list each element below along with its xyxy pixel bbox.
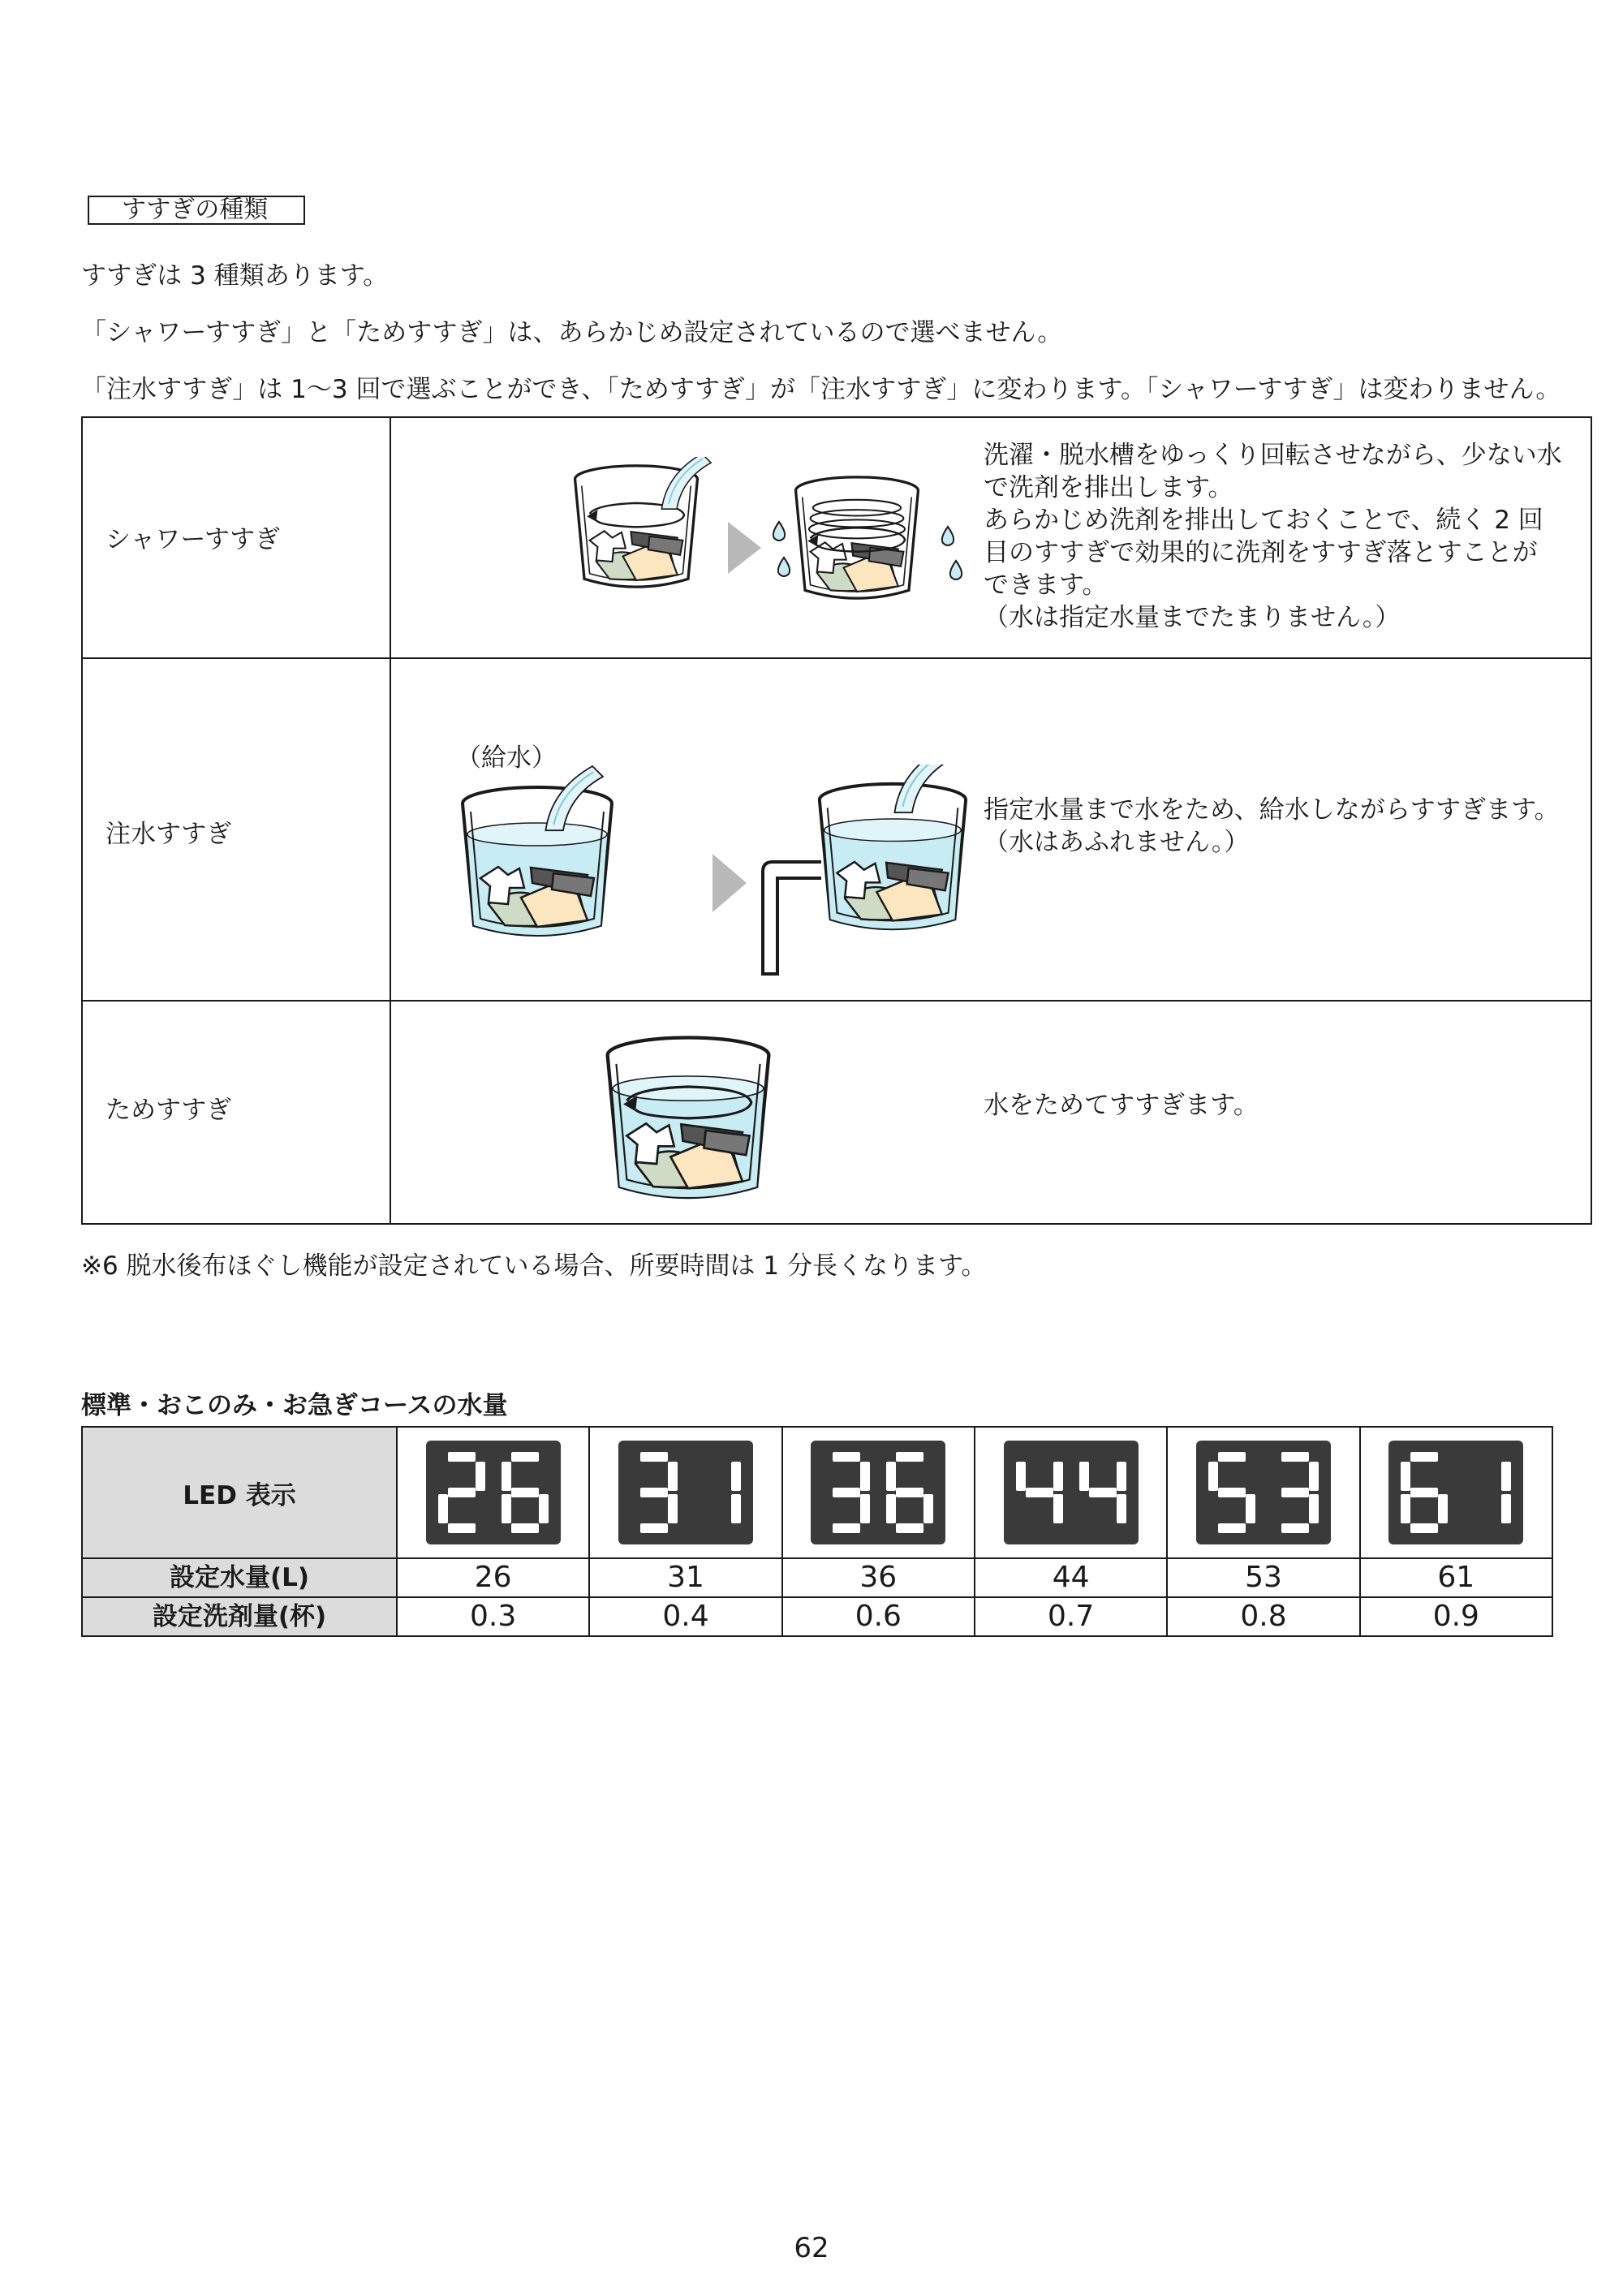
led-segment (502, 1462, 511, 1491)
led-segment (923, 1494, 933, 1523)
rinse-name: ためすすぎ (105, 1096, 232, 1125)
water-value: 44 (975, 1558, 1167, 1597)
led-background (1004, 1441, 1139, 1544)
led-background (426, 1441, 561, 1544)
led-segment (731, 1494, 741, 1523)
section-label: すすぎの種類 (88, 196, 305, 225)
led-segment (511, 1452, 539, 1462)
led-display (1388, 1441, 1523, 1544)
led-cell (589, 1427, 781, 1558)
detergent-value: 0.4 (589, 1597, 781, 1636)
page-number: 62 (794, 2232, 829, 2264)
led-segment (1218, 1488, 1246, 1497)
led-segment (640, 1523, 668, 1533)
rinse-description: 水をためてすすぎます。 (984, 1091, 1259, 1120)
led-cell (397, 1427, 589, 1558)
led-segment (731, 1462, 741, 1491)
led-segment (860, 1462, 870, 1491)
detergent-value: 0.6 (782, 1597, 975, 1636)
led-display (811, 1441, 945, 1544)
detergent-value: 0.3 (397, 1597, 589, 1636)
water-value: 26 (397, 1558, 589, 1597)
led-segment (511, 1523, 539, 1533)
led-segment (438, 1494, 448, 1523)
led-segment (476, 1462, 485, 1491)
led-segment (1401, 1494, 1410, 1523)
led-background (1196, 1441, 1331, 1544)
detergent-row (82, 1597, 1552, 1636)
led-segment (833, 1488, 860, 1497)
led-segment (896, 1523, 923, 1533)
led-segment (448, 1488, 476, 1497)
led-segment (1309, 1462, 1319, 1491)
led-segment (1246, 1494, 1255, 1523)
led-segment (833, 1452, 860, 1462)
water-row (82, 1558, 1552, 1597)
led-display (1004, 1441, 1139, 1544)
led-segment (1281, 1488, 1309, 1497)
led-display (426, 1441, 561, 1544)
footnote: ※6 脱水後布ほぐし機能が設定されている場合、所要時間は 1 分長くなります。 (81, 1251, 987, 1281)
led-segment (668, 1462, 678, 1491)
led-segment (448, 1523, 476, 1533)
led-background (618, 1441, 753, 1544)
led-segment (1089, 1488, 1117, 1497)
led-segment (1218, 1523, 1246, 1533)
led-segment (1281, 1452, 1309, 1462)
led-segment (1438, 1494, 1448, 1523)
led-segment (1117, 1462, 1126, 1491)
pour-rinse-illustration (456, 765, 975, 992)
led-segment (1053, 1462, 1063, 1491)
detergent-value: 0.8 (1167, 1597, 1359, 1636)
intro-line-1: すすぎは 3 種類あります。 (81, 261, 389, 291)
detergent-value: 0.7 (975, 1597, 1167, 1636)
detergent-header: 設定洗剤量(杯) (82, 1597, 397, 1636)
led-segment (860, 1494, 870, 1523)
led-segment (1410, 1523, 1438, 1533)
rinse-row-shower (83, 418, 1591, 659)
led-segment (896, 1452, 923, 1462)
led-segment (896, 1488, 923, 1497)
led-segment (1208, 1462, 1218, 1491)
water-level-title: 標準・おこのみ・お急ぎコースの水量 (81, 1391, 508, 1420)
led-cell (975, 1427, 1167, 1558)
rinse-name: 注水すすぎ (105, 820, 232, 849)
led-segment (502, 1494, 511, 1523)
led-segment (833, 1523, 860, 1533)
rinse-description: 洗濯・脱水槽をゆっくり回転させながら、少ない水 で洗剤を排出します。 あらかじめ洗剤を排出しておくことで、続く 2 回 目のすすぎで効果的に洗剤をすすぎ落とすことが できます。 （水は指定水量までたまりません。） (984, 441, 1562, 632)
led-segment (1053, 1494, 1063, 1523)
led-segment (640, 1452, 668, 1462)
rinse-types-table (81, 416, 1592, 1225)
led-segment (886, 1494, 896, 1523)
led-segment (1016, 1462, 1026, 1491)
water-value: 53 (1167, 1558, 1359, 1597)
led-segment (886, 1462, 896, 1491)
led-cell (782, 1427, 975, 1558)
led-segment (640, 1488, 668, 1497)
led-segment (1410, 1488, 1438, 1497)
led-segment (1410, 1452, 1438, 1462)
fill-rinse-illustration (594, 1029, 789, 1208)
water-value: 31 (589, 1558, 781, 1597)
water-value: 61 (1360, 1558, 1552, 1597)
led-segment (448, 1452, 476, 1462)
led-cell (1360, 1427, 1552, 1558)
water-header: 設定水量(L) (82, 1558, 397, 1597)
detergent-value: 0.9 (1360, 1597, 1552, 1636)
led-display (618, 1441, 753, 1544)
led-background (1388, 1441, 1523, 1544)
water-value: 36 (782, 1558, 975, 1597)
rinse-name: シャワーすすぎ (105, 525, 281, 554)
water-supply-label: （給水） (456, 743, 557, 773)
water-level-table (81, 1426, 1553, 1637)
rinse-description: 指定水量まで水をため、給水しながらすすぎます。 （水はあふれません。） (984, 795, 1560, 857)
led-segment (511, 1488, 539, 1497)
led-segment (539, 1494, 549, 1523)
led-header: LED 表示 (82, 1427, 397, 1558)
led-background (811, 1441, 945, 1544)
led-cell (1167, 1427, 1359, 1558)
led-segment (1401, 1462, 1410, 1491)
led-segment (1117, 1494, 1126, 1523)
rinse-row-pour (83, 659, 1591, 1002)
led-segment (668, 1494, 678, 1523)
rinse-row-fill (83, 1002, 1591, 1223)
led-segment (1218, 1452, 1246, 1462)
led-segment (1501, 1462, 1511, 1491)
intro-line-3: 「注水すすぎ」は 1～3 回で選ぶことができ、「ためすすぎ」が「注水すすぎ」に変わります。「シャワーすすぎ」は変わりません。 (81, 375, 1561, 404)
led-segment (1309, 1494, 1319, 1523)
shower-rinse-illustration (472, 457, 992, 619)
led-segment (1501, 1494, 1511, 1523)
led-display (1196, 1441, 1331, 1544)
led-segment (1079, 1462, 1089, 1491)
led-segment (1026, 1488, 1053, 1497)
intro-line-2: 「シャワーすすぎ」と「ためすすぎ」は、あらかじめ設定されているので選べません。 (81, 318, 1063, 347)
led-segment (1281, 1523, 1309, 1533)
led-row (82, 1427, 1552, 1558)
